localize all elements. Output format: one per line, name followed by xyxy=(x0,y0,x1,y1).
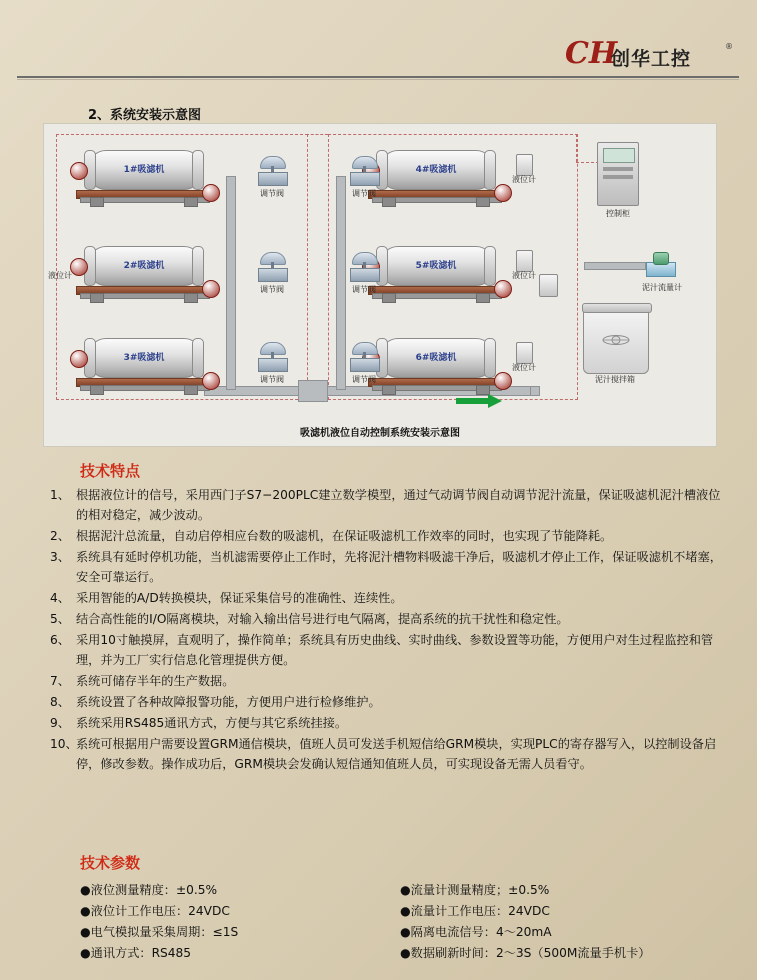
param-left: ●通讯方式：RS485 xyxy=(80,946,192,960)
header-divider-light xyxy=(17,79,739,80)
diagram-caption: 吸滤机液位自动控制系统安装示意图 xyxy=(300,428,460,439)
return-pipe xyxy=(530,386,540,396)
machine-label: 3#吸滤机 xyxy=(123,353,165,363)
item-text: 采用10寸触摸屏，直观明了，操作简单；系统具有历史曲线、实时曲线、参数设置等功能，方便用户对生过程监控和管理，并为工厂实行信息化管理提供方便。 xyxy=(76,633,714,667)
machine-label: 1#吸滤机 xyxy=(123,165,165,175)
item-text: 系统可根据用户需要设置GRM通信模块，值班人员可发送手机短信给GRM模块，实现PLC的寄存器写入，以控制设备启停，修改参数。操作成功后，GRM模块会发确认短信通知值班人员，可实现设备无需人员看守。 xyxy=(76,737,717,771)
item-text: 结合高性能的I/O隔离模块，对输入输出信号进行电气隔离，提高系统的抗干扰性和稳定性。 xyxy=(76,612,569,626)
tank-level-meter-label: 液位计 xyxy=(48,271,72,280)
flow-meter xyxy=(642,252,678,282)
control-cabinet-label: 控制柜 xyxy=(606,209,630,218)
level-meter-label: 液位计 xyxy=(512,271,536,280)
item-number: 10、 xyxy=(50,737,78,751)
param-left: ●液位计工作电压：24VDC xyxy=(80,904,230,918)
item-number: 7、 xyxy=(50,674,70,688)
item-text: 系统设置了各种故障报警功能，方便用户进行检修维护。 xyxy=(76,695,381,709)
item-number: 8、 xyxy=(50,695,70,709)
control-valve-label: 调节阀 xyxy=(352,189,376,198)
machine-label: 6#吸滤机 xyxy=(415,353,457,363)
item-text: 系统可储存半年的生产数据。 xyxy=(76,674,235,688)
list-item xyxy=(50,671,730,691)
machine-outlet-icon xyxy=(202,184,220,202)
section-title: 2、系统安装示意图 xyxy=(88,108,202,123)
item-text: 采用智能的A/D转换模块，保证采集信号的准确性、连续性。 xyxy=(76,591,403,605)
item-number: 1、 xyxy=(50,488,70,502)
control-valve xyxy=(344,252,384,294)
mud-mixing-tank-label: 泥汁搅拌箱 xyxy=(595,375,635,384)
control-cabinet xyxy=(597,142,639,206)
table-row xyxy=(80,880,720,901)
signal-link-top xyxy=(306,134,328,135)
table-row xyxy=(80,901,720,922)
param-right: ●数据刷新时间：2～3S（500M流量手机卡） xyxy=(400,946,651,960)
signal-link-cabinet-v xyxy=(576,134,577,162)
control-valve xyxy=(252,342,292,384)
item-number: 5、 xyxy=(50,612,70,626)
item-number: 2、 xyxy=(50,529,70,543)
logo-mark-icon: CH xyxy=(565,36,618,71)
control-valve xyxy=(252,156,292,198)
flow-pipe xyxy=(584,262,646,270)
control-valve-label: 调节阀 xyxy=(260,375,284,384)
machine-outlet-icon xyxy=(202,280,220,298)
mud-mixing-tank xyxy=(583,306,649,374)
list-item xyxy=(50,547,730,587)
flow-meter-label: 泥汁流量计 xyxy=(642,283,682,292)
list-item xyxy=(50,713,730,733)
features-list xyxy=(50,485,730,775)
main-pipe-vertical xyxy=(226,176,236,390)
machine-outlet-icon xyxy=(494,184,512,202)
item-number: 3、 xyxy=(50,550,70,564)
mixer-fan-icon xyxy=(601,329,631,351)
flow-direction-arrow-icon xyxy=(456,394,502,408)
control-valve xyxy=(344,156,384,198)
level-meter xyxy=(512,342,536,372)
item-number: 4、 xyxy=(50,591,70,605)
level-meter-label: 液位计 xyxy=(512,363,536,372)
registered-mark: ® xyxy=(725,42,733,51)
parameters-heading: 技术参数 xyxy=(80,854,141,872)
pipe-joint xyxy=(298,380,328,402)
list-item xyxy=(50,526,730,546)
control-valve-label: 调节阀 xyxy=(352,285,376,294)
item-text: 系统采用RS485通讯方式，方便与其它系统挂接。 xyxy=(76,716,348,730)
item-number: 9、 xyxy=(50,716,70,730)
control-valve xyxy=(252,252,292,294)
control-valve-label: 调节阀 xyxy=(260,189,284,198)
machine-outlet-icon xyxy=(494,280,512,298)
tank-level-meter xyxy=(536,274,560,304)
list-item xyxy=(50,692,730,712)
machine-outlet-icon xyxy=(202,372,220,390)
item-text: 系统具有延时停机功能，当机滤需要停止工作时，先将泥汁槽物料吸滤干净后，吸滤机才停止工作，保证吸滤机不堵塞，安全可靠运行。 xyxy=(76,550,722,584)
filter-machine xyxy=(74,336,214,398)
item-text: 根据泥汁总流量，自动启停相应台数的吸滤机，在保证吸滤机工作效率的同时，也实现了节能降耗。 xyxy=(76,529,613,543)
control-valve-label: 调节阀 xyxy=(352,375,376,384)
machine-valve-icon xyxy=(70,350,88,368)
control-valve-label: 调节阀 xyxy=(260,285,284,294)
system-diagram xyxy=(43,123,717,447)
brand-name: 创华工控 xyxy=(611,48,692,70)
param-left: ●液位测量精度：±0.5% xyxy=(80,883,218,897)
level-meter xyxy=(512,154,536,184)
features-heading: 技术特点 xyxy=(80,462,141,480)
item-text: 根据液位计的信号，采用西门子S7−200PLC建立数学模型，通过气动调节阀自动调节泥汁流量，保证吸滤机泥汁槽液位的相对稳定，减少波动。 xyxy=(76,488,721,522)
list-item xyxy=(50,485,730,525)
table-row xyxy=(80,943,720,964)
level-meter-label: 液位计 xyxy=(512,175,536,184)
machine-label: 4#吸滤机 xyxy=(415,165,457,175)
level-meter xyxy=(512,250,536,280)
machine-label: 5#吸滤机 xyxy=(415,261,457,271)
filter-machine xyxy=(74,244,214,306)
param-right: ●隔离电流信号：4～20mA xyxy=(400,925,552,939)
control-valve xyxy=(344,342,384,384)
param-right: ●流量计工作电压：24VDC xyxy=(400,904,550,918)
filter-machine xyxy=(366,244,506,306)
param-left: ●电气模拟量采集周期：≤1S xyxy=(80,925,239,939)
filter-machine xyxy=(366,336,506,398)
item-number: 6、 xyxy=(50,633,70,647)
filter-machine xyxy=(366,148,506,210)
filter-machine xyxy=(74,148,214,210)
parameters-table xyxy=(80,880,720,964)
table-row xyxy=(80,922,720,943)
list-item xyxy=(50,588,730,608)
header-divider xyxy=(17,76,739,78)
machine-valve-icon xyxy=(70,162,88,180)
list-item xyxy=(50,609,730,629)
param-right: ●流量计测量精度；±0.5% xyxy=(400,883,550,897)
list-item xyxy=(50,630,730,670)
machine-label: 2#吸滤机 xyxy=(123,261,165,271)
brand-logo xyxy=(559,34,739,80)
list-item xyxy=(50,734,730,774)
machine-outlet-icon xyxy=(494,372,512,390)
